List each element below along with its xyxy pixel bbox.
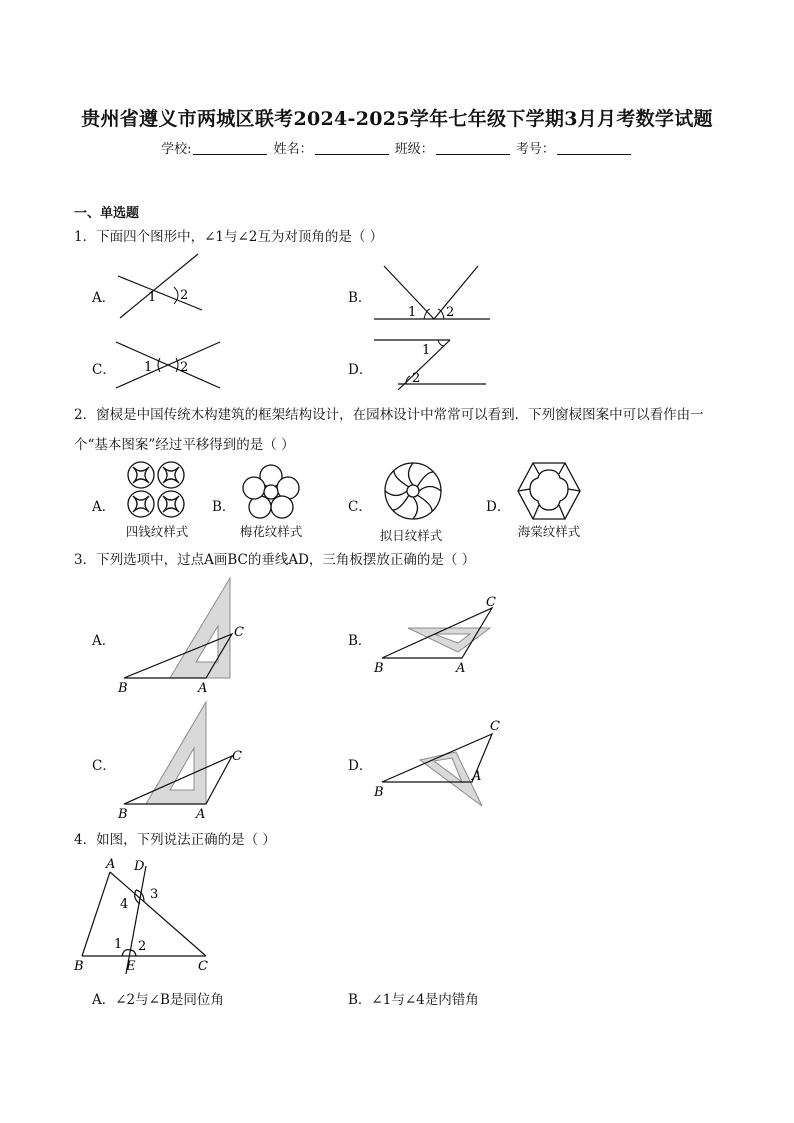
q4-angle-3: 3 bbox=[150, 887, 159, 902]
q1a-angle-1: 1 bbox=[148, 290, 157, 305]
q3b-point-a: A bbox=[456, 661, 466, 676]
section-heading: 一、单选题 bbox=[74, 206, 140, 221]
q1-option-a-label: A． bbox=[92, 290, 116, 306]
q1b-angle-2: 2 bbox=[446, 305, 455, 320]
q3-figure-b bbox=[368, 592, 508, 680]
q2-pattern-begonia-icon bbox=[516, 460, 582, 522]
q1-figure-b bbox=[370, 262, 495, 324]
q4-point-c: C bbox=[198, 959, 208, 974]
q4-angle-1: 1 bbox=[114, 937, 123, 952]
page-title: 贵州省遵义市两城区联考2024-2025学年七年级下学期3月月考数学试题 bbox=[81, 108, 713, 130]
q3-option-c-label: C． bbox=[92, 758, 116, 774]
q4-angle-4: 4 bbox=[120, 897, 129, 912]
q3-option-a-label: A． bbox=[92, 633, 116, 649]
q2-pattern-four-coins-icon bbox=[124, 460, 190, 520]
q1-option-d-label: D． bbox=[348, 362, 373, 378]
q1-option-b-label: B． bbox=[348, 290, 372, 306]
q3-figure-d bbox=[368, 714, 508, 812]
q1d-angle-2: 2 bbox=[412, 371, 421, 386]
q2-caption-d: 海棠纹样式 bbox=[517, 524, 581, 539]
q1c-angle-1: 1 bbox=[144, 360, 153, 375]
q4-option-b: B．∠1与∠4是内错角 bbox=[348, 992, 479, 1008]
q3-option-b-label: B． bbox=[348, 633, 372, 649]
q1-figure-c bbox=[112, 338, 227, 392]
q4-option-a: A．∠2与∠B是同位角 bbox=[92, 992, 224, 1008]
q2-option-b-label: B． bbox=[212, 499, 236, 515]
id-label: 考号： bbox=[515, 142, 555, 157]
question-3-stem: 3．下列选项中，过点A画BC的垂线AD，三角板摆放正确的是（ ） bbox=[74, 552, 476, 568]
q4-point-b: B bbox=[74, 959, 84, 974]
q1a-angle-2: 2 bbox=[180, 288, 189, 303]
q1d-angle-1: 1 bbox=[422, 343, 431, 358]
q4-point-a: A bbox=[106, 857, 116, 872]
q3d-point-b: B bbox=[374, 785, 384, 800]
q3b-point-c: C bbox=[486, 595, 496, 610]
question-1-stem: 1．下面四个图形中，∠1与∠2互为对顶角的是（ ） bbox=[74, 229, 384, 245]
question-2-stem-line2: 个“基本图案”经过平移得到的是（ ） bbox=[74, 437, 295, 453]
student-info-line bbox=[0, 138, 794, 157]
q2-option-a-label: A． bbox=[92, 499, 116, 515]
q2-caption-b: 梅花纹样式 bbox=[239, 524, 303, 539]
school-label: 学校: bbox=[161, 142, 192, 157]
question-2-stem-line1: 2．窗棂是中国传统木构建筑的框架结构设计，在园林设计中常常可以看到．下列窗棂图案中可以看作由一 bbox=[74, 407, 704, 423]
q2-pattern-plum-blossom-icon bbox=[240, 462, 302, 520]
class-label: 班级： bbox=[394, 142, 434, 157]
school-blank[interactable] bbox=[193, 142, 267, 155]
q3a-point-c: C bbox=[234, 625, 244, 640]
q3a-point-a: A bbox=[198, 681, 208, 696]
q3c-point-a: A bbox=[196, 807, 206, 822]
q4-point-d: D bbox=[134, 859, 145, 874]
q1-figure-a bbox=[110, 250, 210, 320]
q3-figure-a bbox=[110, 574, 260, 698]
id-blank[interactable] bbox=[557, 142, 631, 155]
q1c-angle-2: 2 bbox=[180, 360, 189, 375]
name-blank[interactable] bbox=[315, 142, 389, 155]
q3c-point-b: B bbox=[118, 807, 128, 822]
q1-option-c-label: C． bbox=[92, 362, 116, 378]
q4-point-e: E bbox=[126, 959, 136, 974]
q2-caption-c: 拟日纹样式 bbox=[379, 528, 443, 543]
q3c-point-c: C bbox=[232, 749, 242, 764]
q2-caption-a: 四钱纹样式 bbox=[125, 524, 189, 539]
q4-angle-2: 2 bbox=[138, 939, 147, 954]
q1-figure-d bbox=[370, 334, 495, 396]
q3d-point-c: C bbox=[490, 719, 500, 734]
q3-figure-c bbox=[110, 700, 260, 824]
q2-option-d-label: D． bbox=[486, 499, 511, 515]
q2-pattern-sun-swirl-icon bbox=[382, 460, 444, 522]
q1b-angle-1: 1 bbox=[408, 305, 417, 320]
name-label: 姓名： bbox=[273, 142, 313, 157]
q3d-point-a: A bbox=[472, 769, 482, 784]
q3b-point-b: B bbox=[374, 661, 384, 676]
question-4-stem: 4．如图，下列说法正确的是（ ） bbox=[74, 832, 276, 848]
q2-option-c-label: C． bbox=[348, 499, 372, 515]
class-blank[interactable] bbox=[436, 142, 510, 155]
q3-option-d-label: D． bbox=[348, 758, 373, 774]
q4-figure bbox=[70, 852, 220, 978]
q3a-point-b: B bbox=[118, 681, 128, 696]
